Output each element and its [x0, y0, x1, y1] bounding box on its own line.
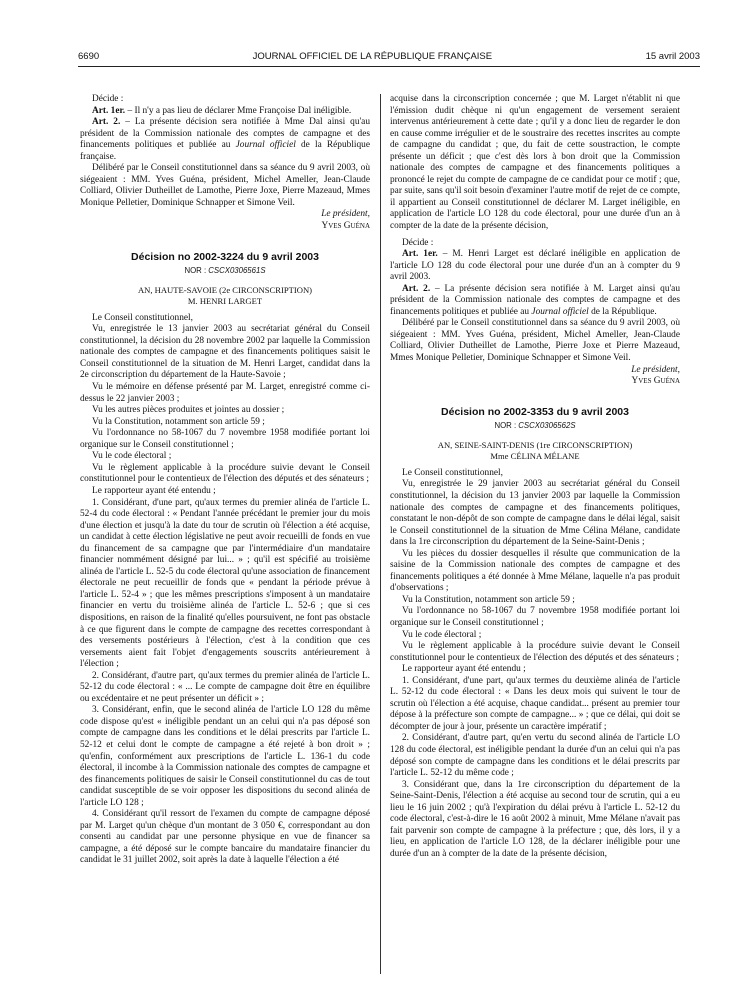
- article-label: Art. 2.: [92, 117, 121, 128]
- article-2: [80, 117, 370, 163]
- paragraph: 2. Considérant, d'autre part, qu'en vertu du second alinéa de l'article LO 128 du code électoral, est inéligible pendant la durée d'un an celui qui n'a pas déposé son compte de campagne dans les conditions et le délai prescrits par l'article L. 52-12 du même code ;: [390, 733, 680, 779]
- nor-code: CSCX0306561S: [208, 266, 266, 276]
- journal-ref: Journal officiel: [235, 140, 296, 151]
- right-column: [390, 94, 680, 860]
- paragraph: Vu, enregistrée le 13 janvier 2003 au secrétariat général du Conseil constitutionnel, la décision du 28 novembre 2002 par laquelle la Commission nationale des comptes de campagne et des financements politiques saisit le Conseil constitutionnel de la situation de M. Henri Larget, candidat dans la 2e circonscription du département de la Haute-Savoie ;: [80, 324, 370, 381]
- paragraph: Vu le mémoire en défense présenté par M. Larget, enregistré comme ci-dessus le 22 janvier 2003 ;: [80, 382, 370, 404]
- paragraph: 2. Considérant, d'autre part, qu'aux termes du premier alinéa de l'article L. 52-12 du code électoral : « ... Le compte de campagne doit être en équilibre ou excédentaire et ne peut présenter un déficit » ;: [80, 670, 370, 704]
- paragraph: Vu le code électoral ;: [92, 451, 172, 462]
- paragraph: Le rapporteur ayant été entendu ;: [402, 664, 526, 675]
- paragraph: 3. Considérant que, dans la 1re circonscription du département de la Seine-Saint-Denis, l'élection a été acquise au second tour de scrutin, qui a eu lieu le 16 juin 2002 ; qu'à l'expiration du délai prévu à l'article L. 52-12 du code électoral, c'est-à-dire le 16 août 2002 à minuit, Mme Mélane n'avait pas fait parvenir son compte de campagne à la préfecture ; que, dès lors, il y a lieu, en application de l'article LO 128, de la déclarer inéligible pour une durée d'un an à compter de la date de la présente décision,: [390, 779, 680, 859]
- paragraph: Le Conseil constitutionnel,: [92, 312, 193, 323]
- article-label: Art. 1er.: [92, 105, 126, 116]
- paragraph: Vu, enregistrée le 29 janvier 2003 au secrétariat général du Conseil constitutionnel, la décision du 13 janvier 2003 par laquelle la Commission nationale des comptes de campagne et des financements politiques, constatant le non-dépôt de son compte de campagne dans le délai légal, saisit le Conseil constitutionnel de la situation de Mme Célina Mélane, candidate dans la 1re circonscription du département de la Seine-Saint-Denis ;: [390, 479, 680, 548]
- paragraph: Vu la Constitution, notamment son article 59 ;: [92, 416, 265, 427]
- decide-heading: Décide :: [402, 237, 434, 248]
- article-label: Art. 1er.: [402, 249, 438, 260]
- article-text-end: de la République française.: [80, 140, 370, 162]
- paragraph: Vu les pièces du dossier desquelles il résulte que communication de la saisine de la Commission nationale des comptes de campagne et des financements politiques a été donnée à Mme Mélane, laquelle n'a pas produit d'observations ;: [390, 548, 680, 594]
- signature-name: Yves Guéna: [631, 376, 680, 387]
- circonscription: AN, SEINE-SAINT-DENIS (1re CIRCONSCRIPTION): [437, 439, 633, 450]
- paragraph: Vu la Constitution, notamment son article 59 ;: [402, 594, 575, 605]
- paragraph: 1. Considérant, d'une part, qu'aux termes du deuxième alinéa de l'article L. 52-12 du code électoral : « Dans les deux mois qui suivent le tour de scrutin où l'élection a été acquise, chaque candidat... présent au premier tour dépose à la préfecture son compte de campagne... » ; que ce délai, qui doit se décompter de jour à jour, présente un caractère impératif ;: [390, 675, 680, 732]
- decision-title: Décision no 2002-3224 du 9 avril 2003: [131, 250, 319, 263]
- paragraph: Vu le code électoral ;: [402, 629, 482, 640]
- article-text-end: de la République.: [588, 306, 657, 317]
- paragraph: 4. Considérant qu'il ressort de l'examen du compte de campagne déposé par M. Larget qu'un chèque d'un montant de 3 050 €, correspondant au don consenti au candidat par une personne physique en vue de financer sa campagne, a été déposé sur le compte bancaire du mandataire financier du candidat le 31 juillet 2002, soit après la date à laquelle l'élection a été: [80, 809, 370, 866]
- page-number: 6690: [78, 50, 100, 62]
- deliberation: Délibéré par le Conseil constitutionnel dans sa séance du 9 avril 2003, où siégeaient : MM. Yves Guéna, président, Michel Ameller, Jean-Claude Colliard, Olivier Dutheillet de Lamothe, Pierre Joxe, Pierre Mazeaud, Mmes Monique Pelletier, Dominique Schnapper et Simone Veil.: [80, 163, 370, 208]
- circonscription: AN, HAUTE-SAVOIE (2e CIRCONSCRIPTION): [137, 284, 313, 295]
- paragraph: Vu les autres pièces produites et jointes au dossier ;: [92, 405, 285, 416]
- paragraph: Vu l'ordonnance no 58-1067 du 7 novembre 1958 modifiée portant loi organique sur le Conseil constitutionnel ;: [80, 428, 370, 450]
- article-1: [390, 249, 680, 284]
- issue-date: 15 avril 2003: [645, 50, 700, 62]
- paragraph: Vu l'ordonnance no 58-1067 du 7 novembre 1958 modifiée portant loi organique sur le Conseil constitutionnel ;: [390, 606, 680, 628]
- nor-code: CSCX0306562S: [518, 421, 576, 431]
- paragraph: Le rapporteur ayant été entendu ;: [92, 485, 216, 496]
- article-text: – La présente décision sera notifiée à M. Larget ainsi qu'au président de la Commission nationale des comptes de campagne et des financements politiques et publiée au: [390, 283, 680, 317]
- article-label: Art. 2.: [402, 283, 431, 294]
- paragraph: Vu le règlement applicable à la procédure suivie devant le Conseil constitutionnel pour le contentieux de l'élection des députés et des sénateurs ;: [390, 641, 680, 663]
- article-1: [80, 106, 370, 118]
- nor-label: NOR :: [184, 266, 209, 276]
- signature-title: Le président,: [321, 209, 370, 220]
- header-rule: [78, 66, 700, 67]
- article-text: – La présente décision sera notifiée à Mme Dal ainsi qu'au président de la Commission nationale des comptes de campagne et des financements politiques et publiée au: [80, 117, 370, 151]
- column-divider: [380, 94, 381, 974]
- signature-title: Le président,: [631, 364, 680, 375]
- paragraph: 3. Considérant, enfin, que le second alinéa de l'article LO 128 du même code dispose qu'est « inéligible pendant un an celui qui n'a pas déposé son compte de campagne dans les conditions et le délai prescrits par l'article L. 52-12 et celui dont le compte de campagne a été rejeté à bon droit » ; qu'enfin, conformément aux prescriptions de l'article L. 136-1 du code électoral, il incombe à la Commission nationale des comptes de campagne et des financements politiques de saisir le Conseil constitutionnel du cas de tout candidat susceptible de se voir opposer les dispositions du second alinéa de l'article LO 128 ;: [80, 705, 370, 808]
- left-column: [80, 94, 370, 867]
- journal-title: JOURNAL OFFICIEL DE LA RÉPUBLIQUE FRANÇAISE: [252, 50, 493, 62]
- paragraph-continued: acquise dans la circonscription concernée ; que M. Larget n'établit ni que l'émission dudit chèque ni qu'un engagement de versement seraient intervenus antérieurement à cette date ; qu'il y a donc lieu de regarder le don en cause comme irrégulier et de le soustraire des recettes inscrites au compte de campagne du candidat ; que, du fait de cette soustraction, le compte présente un déficit ; que c'est dès lors à bon droit que la Commission nationale des comptes de campagne et des financements politiques a prononcé le rejet du compte de campagne de ce candidat pour ce motif ; que, par suite, sans qu'il soit besoin d'examiner l'autre motif de rejet de ce compte, il appartient au Conseil constitutionnel de déclarer M. Larget inéligible, en application de l'article LO 128 du code électoral, pour une durée d'un an à compter de la date de la présente décision,: [390, 94, 680, 232]
- candidate-name: M. HENRI LARGET: [187, 296, 263, 307]
- article-text: – Il n'y a pas lieu de déclarer Mme Françoise Dal inéligible.: [125, 105, 352, 116]
- nor-reference: [80, 265, 370, 277]
- decision-title: Décision no 2002-3353 du 9 avril 2003: [441, 405, 629, 418]
- paragraph: Vu le règlement applicable à la procédure suivie devant le Conseil constitutionnel pour le contentieux de l'élection des députés et des sénateurs ;: [80, 462, 370, 485]
- paragraph: 1. Considérant, d'une part, qu'aux termes du premier alinéa de l'article L. 52-4 du code électoral : « Pendant l'année précédant le premier jour du mois d'une élection et jusqu'à la date du tour de scrutin où l'élection a été acquise, un candidat à cette élection législative ne peut avoir recueilli de fonds en vue du financement de sa campagne que par l'intermédiaire d'un mandataire financier nommément désigné par lui... » ; qu'il est spécifié au troisième alinéa de l'article L. 52-5 du code électoral qu'une association de financement électorale ne peut recueillir de fonds que « pendant la période prévue à l'article L. 52-4 » ; que les mêmes prescriptions s'imposent à un mandataire financier en vertu du troisième alinéa de l'article L. 52-6 ; que si ces dispositions, en raison de la finalité qu'elles poursuivent, ne font pas obstacle à ce que figurent dans le compte de campagne des recettes correspondant à des versements postérieurs à l'élection, c'est à la condition que ces versements aient fait l'objet d'engagements souscrits antérieurement à l'élection ;: [80, 497, 370, 670]
- journal-ref: Journal officiel: [531, 306, 589, 317]
- nor-reference: [390, 420, 680, 432]
- page-header: [78, 49, 700, 63]
- article-text: – M. Henri Larget est déclaré inéligible en application de l'article LO 128 du code électoral pour une durée d'un an à compter du 9 avril 2003.: [390, 249, 681, 283]
- nor-label: NOR :: [494, 421, 519, 431]
- signature-name: Yves Guéna: [321, 221, 370, 232]
- decide-heading: Décide :: [92, 94, 124, 104]
- paragraph: Le Conseil constitutionnel,: [402, 467, 503, 478]
- article-2: [390, 284, 680, 319]
- deliberation: Délibéré par le Conseil constitutionnel dans sa séance du 9 avril 2003, où siégeaient : MM. Yves Guéna, président, Michel Ameller, Jean-Claude Colliard, Olivier Dutheillet de Lamothe, Pierre Joxe et Pierre Mazeaud, Mmes Monique Pelletier, Dominique Schnapper et Simone Veil.: [390, 318, 680, 364]
- candidate-name: Mme CÉLINA MÉLANE: [490, 451, 580, 462]
